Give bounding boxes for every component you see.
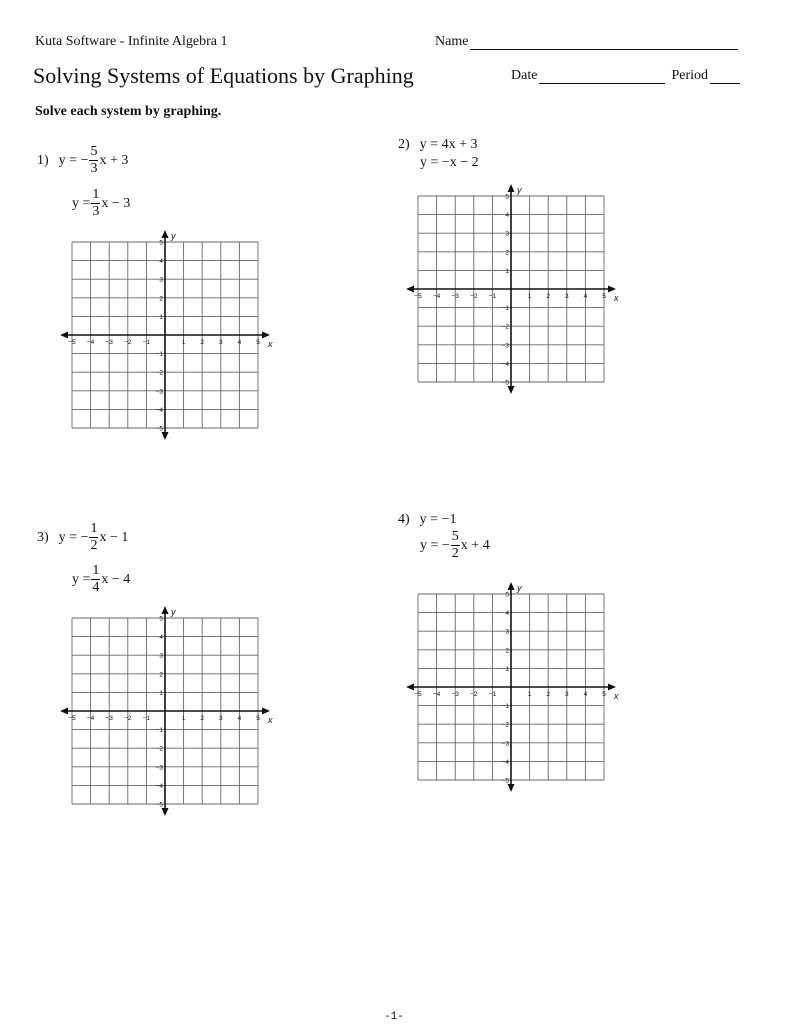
x-tick-label: −1 [142,715,151,722]
fraction: $\frac{5}{2}$ [451,529,459,561]
x-tick-label: −3 [451,293,459,300]
x-tick-label: −4 [432,293,441,300]
y-tick-label: −5 [501,777,509,785]
axis-arrow [60,332,68,339]
x-tick-label: 2 [546,691,551,698]
fraction: $\frac{1}{4}$ [92,563,100,595]
y-tick-label: −3 [501,740,509,748]
y-tick-label: −1 [501,703,509,711]
equation-rhs: x + 3 [99,152,129,168]
problem-4-equation-1 [398,512,456,528]
y-tick-label: −1 [501,305,509,313]
axis-arrow [262,708,270,715]
y-tick-label: 3 [159,652,163,660]
axis-arrow [608,684,616,691]
y-tick-label: 3 [159,276,163,284]
axis-arrow [162,808,169,816]
x-tick-label: −3 [105,715,113,722]
x-tick-label: −2 [124,715,132,722]
x-tick-label: −5 [68,715,76,722]
y-tick-label: 5 [159,239,163,247]
axis-arrow [406,286,414,293]
axis-arrow [508,386,515,394]
axis-arrow [508,582,515,590]
equation-text: y = −1 [419,512,457,527]
date-period-row [511,68,740,84]
equation-rhs: x − 4 [101,571,131,587]
coordinate-grid [404,580,626,794]
y-tick-label: 5 [505,193,509,201]
axis-arrow [162,230,169,238]
graph-problem-1[interactable] [58,228,280,447]
y-tick-label: −4 [155,406,163,414]
graph-problem-2[interactable] [404,182,626,401]
x-tick-label: 1 [181,339,186,346]
x-tick-label: 4 [237,715,242,722]
worksheet-title: Solving Systems of Equations by Graphing [33,63,414,88]
axis-arrow [508,184,515,192]
y-tick-label: −2 [155,369,163,377]
date-blank[interactable] [539,69,665,84]
problem-4-equation-2 [420,530,490,561]
x-tick-label: 5 [256,339,260,346]
x-tick-label: −1 [142,339,151,346]
axis-arrow [162,606,169,614]
y-tick-label: 4 [159,634,163,642]
name-blank[interactable] [470,35,738,50]
equation-text: y = −x − 2 [420,155,479,170]
period-blank[interactable] [710,69,740,84]
axis-arrow [508,784,515,792]
y-tick-label: −5 [155,801,163,809]
equation-text: y = 4x + 3 [419,137,478,152]
coordinate-grid [58,604,280,818]
x-tick-label: 1 [527,691,532,698]
y-tick-label: −4 [501,758,509,766]
problem-2-equation-2 [420,155,479,171]
x-tick-label: 5 [602,691,606,698]
x-tick-label: 2 [200,715,205,722]
coordinate-grid [58,228,280,442]
x-tick-label: −4 [86,339,95,346]
x-tick-label: 4 [583,691,588,698]
y-axis-label: y [171,231,176,241]
period-label: Period [671,68,708,83]
equation-rhs: x − 3 [101,195,131,211]
problem-number: 3) [37,529,49,545]
y-axis-label: y [517,185,522,195]
instructions: Solve each system by graphing. [35,104,222,119]
y-tick-label: 2 [159,671,163,679]
x-tick-label: −5 [414,691,422,698]
problem-2-equation-1 [398,137,477,153]
axis-arrow [162,432,169,440]
equation-rhs: x + 4 [460,537,490,553]
x-tick-label: −2 [470,293,478,300]
problem-3-equation-1 [37,522,128,553]
y-axis-label: y [171,607,176,617]
date-label: Date [511,68,538,83]
y-tick-label: −2 [155,745,163,753]
y-tick-label: −3 [155,764,163,772]
coordinate-grid [404,182,626,396]
x-tick-label: −4 [432,691,441,698]
y-tick-label: 5 [505,591,509,599]
axis-arrow [608,286,616,293]
x-tick-label: 5 [256,715,260,722]
y-tick-label: 2 [159,295,163,303]
equation-lhs: y = [72,571,91,587]
x-tick-label: −5 [68,339,76,346]
y-tick-label: 2 [505,647,509,655]
y-tick-label: 1 [159,689,163,697]
axis-arrow [406,684,414,691]
y-tick-label: −4 [501,360,509,368]
problem-1-equation-1 [37,145,128,176]
x-tick-label: 4 [237,339,242,346]
y-tick-label: −5 [155,425,163,433]
x-tick-label: 2 [546,293,551,300]
y-tick-label: 3 [505,230,509,238]
y-tick-label: −1 [155,727,163,735]
x-tick-label: 3 [564,691,569,698]
x-tick-label: −2 [124,339,132,346]
x-axis-label: x [614,691,619,701]
y-tick-label: 1 [505,665,509,673]
fraction: $\frac{5}{3}$ [90,144,98,176]
graph-problem-3[interactable] [58,604,280,823]
x-tick-label: −4 [86,715,95,722]
y-tick-label: 3 [505,628,509,636]
y-tick-label: −3 [155,388,163,396]
problem-number: 2) [398,137,410,152]
y-tick-label: 1 [159,313,163,321]
equation-lhs: y = − [420,537,450,553]
x-tick-label: 3 [218,339,223,346]
x-tick-label: −2 [470,691,478,698]
x-tick-label: −1 [488,293,497,300]
name-label: Name [435,34,469,49]
x-tick-label: 1 [527,293,532,300]
y-tick-label: 4 [505,610,509,618]
y-tick-label: −1 [155,351,163,359]
y-axis-label: y [517,583,522,593]
x-tick-label: 2 [200,339,205,346]
x-tick-label: −3 [451,691,459,698]
equation-lhs: y = [72,195,91,211]
software-label: Kuta Software - Infinite Algebra 1 [35,34,228,49]
problem-number: 1) [37,152,49,168]
problem-number: 4) [398,512,410,527]
x-axis-label: x [268,715,273,725]
x-tick-label: 3 [218,715,223,722]
x-tick-label: −3 [105,339,113,346]
x-tick-label: −1 [488,691,497,698]
name-field[interactable] [435,34,738,50]
y-tick-label: −3 [501,342,509,350]
x-tick-label: 3 [564,293,569,300]
graph-problem-4[interactable] [404,580,626,799]
x-tick-label: 4 [583,293,588,300]
x-axis-label: x [268,339,273,349]
y-tick-label: −4 [155,782,163,790]
axis-arrow [262,332,270,339]
axis-arrow [60,708,68,715]
equation-lhs: y = − [58,152,89,168]
y-tick-label: −5 [501,379,509,387]
equation-rhs: x − 1 [99,529,129,545]
x-tick-label: 5 [602,293,606,300]
problem-3-equation-2 [72,564,130,595]
y-tick-label: −2 [501,721,509,729]
equation-lhs: y = − [58,529,89,545]
y-tick-label: 1 [505,267,509,275]
x-tick-label: −5 [414,293,422,300]
y-tick-label: 2 [505,249,509,257]
x-tick-label: 1 [181,715,186,722]
y-tick-label: 4 [159,258,163,266]
problem-1-equation-2 [72,188,130,219]
page-number: -1- [384,1011,404,1023]
x-axis-label: x [614,293,619,303]
fraction: $\frac{1}{2}$ [90,521,98,553]
fraction: $\frac{1}{3}$ [92,187,100,219]
y-tick-label: −2 [501,323,509,331]
y-tick-label: 4 [505,212,509,220]
y-tick-label: 5 [159,615,163,623]
